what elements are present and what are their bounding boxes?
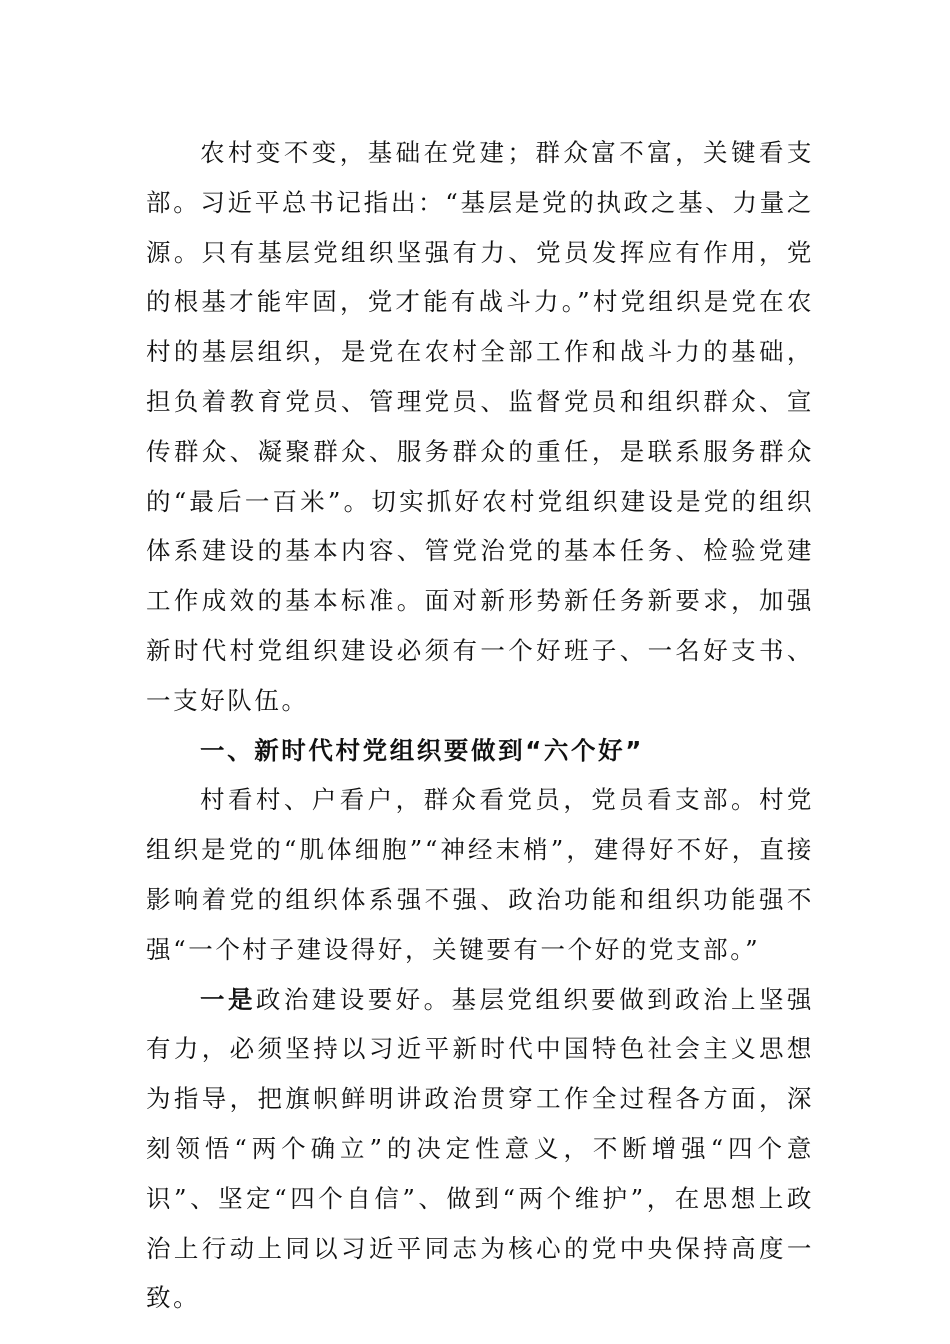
document-body bbox=[146, 128, 814, 1323]
intro-paragraph: 农村变不变，基础在党建；群众富不富，关键看支部。习近平总书记指出：“基层是党的执政之基、力量之源。只有基层党组织坚强有力、党员发挥应有作用，党的根基才能牢固，党才能有战斗力。”村党组织是党在农村的基层组织，是党在农村全部工作和战斗力的基础，担负着教育党员、管理党员、监督党员和组织群众、宣传群众、凝聚群众、服务群众的重任，是联系服务群众的“最后一百米”。切实抓好农村党组织建设是党的组织体系建设的基本内容、管党治党的基本任务、检验党建工作成效的基本标准。面对新形势新任务新要求，加强新时代村党组织建设必须有一个好班子、一名好支书、一支好队伍。 bbox=[146, 138, 814, 715]
item-one-text: 政治建设要好。基层党组织要做到政治上坚强有力，必须坚持以习近平新时代中国特色社会主义思想为指导，把旗帜鲜明讲政治贯穿工作全过程各方面，深刻领悟“两个确立”的决定性意义，不断增强“四个意识”、坚定“四个自信”、做到“两个维护”，在思想上政治上行动上同以习近平同志为核心的党中央保持高度一致。 bbox=[146, 984, 815, 1313]
item-one-paragraph bbox=[146, 975, 814, 1324]
section-paragraph: 村看村、户看户，群众看党员，党员看支部。村党组织是党的“肌体细胞”“神经末梢”，建得好不好，直接影响着党的组织体系强不强、政治功能和组织功能强不强“一个村子建设得好，关键要有一个好的党支部。” bbox=[146, 785, 814, 964]
section-heading: 一、新时代村党组织要做到“六个好” bbox=[200, 735, 644, 765]
item-one-lead: 一是 bbox=[200, 984, 256, 1014]
